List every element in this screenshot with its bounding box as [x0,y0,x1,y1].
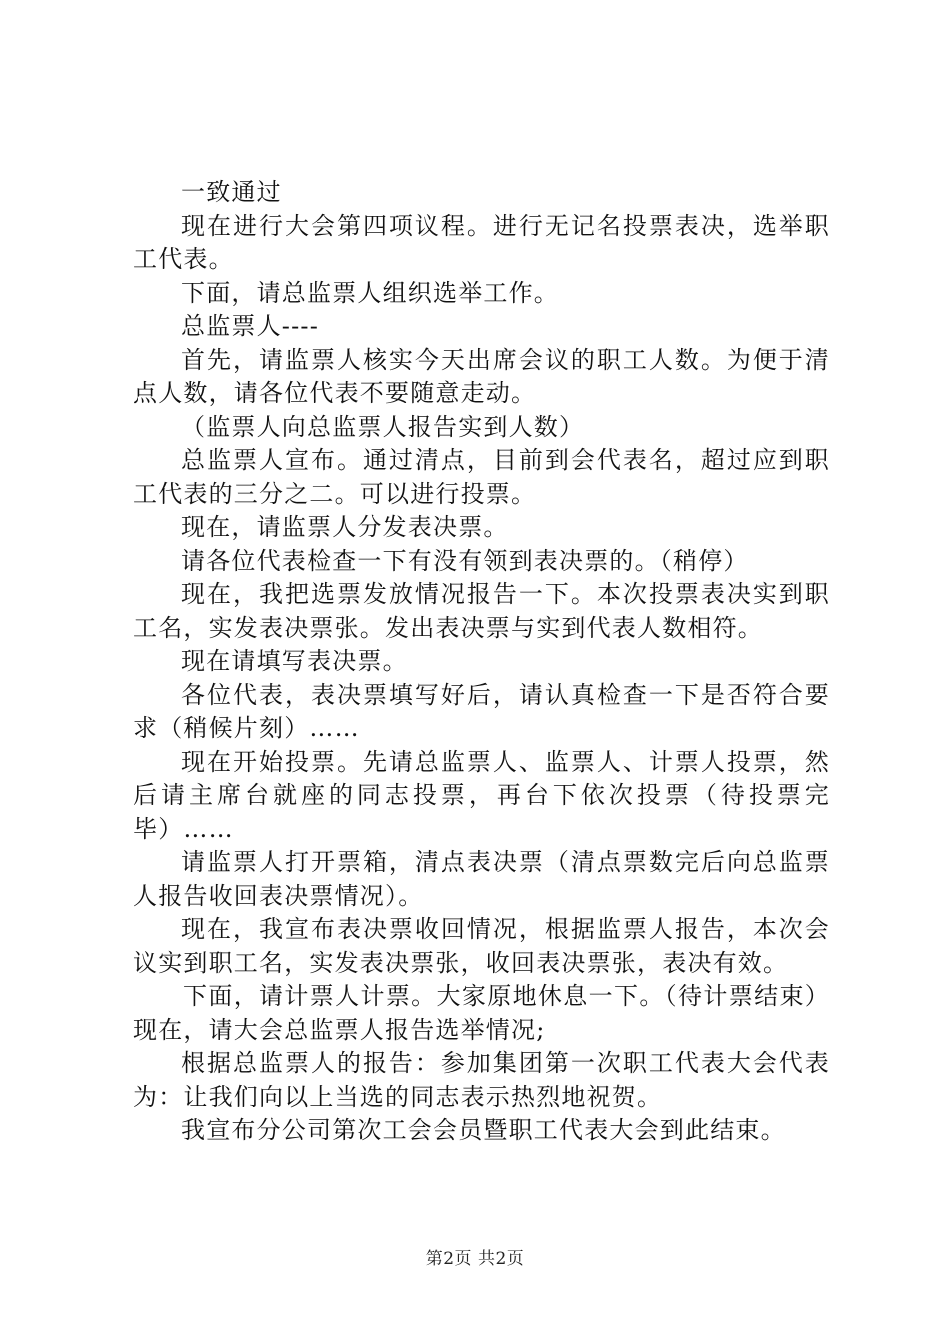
paragraph: 我宣布分公司第次工会会员暨职工代表大会到此结束。 [181,1116,786,1144]
paragraph: 各位代表，表决票填写好后，请认真检查一下是否符合要求（稍候片刻）…… [133,680,830,742]
paragraph: 下面，请计票人计票。大家原地休息一下。（待计票结束）现在，请大会总监票人报告选举情况; [133,982,830,1044]
document-body [133,176,830,1148]
paragraph: 一致通过 [181,178,282,206]
paragraph: 现在进行大会第四项议程。进行无记名投票表决，选举职工代表。 [133,211,830,273]
paragraph: 请监票人打开票箱，清点表决票（清点票数完后向总监票人报告收回表决票情况）。 [133,848,830,910]
paragraph: 现在开始投票。先请总监票人、监票人、计票人投票，然后请主席台就座的同志投票，再台下依次投票（待投票完毕）…… [133,747,830,843]
paragraph: 首先，请监票人核实今天出席会议的职工人数。为便于清点人数，请各位代表不要随意走动。 [133,345,830,407]
paragraph: 下面，请总监票人组织选举工作。 [181,278,559,307]
page-number-footer: 第2页 共2页 [425,1249,525,1269]
paragraph: （监票人向总监票人报告实到人数） [181,412,585,441]
paragraph: 总监票人---- [181,312,320,340]
paragraph: 现在请填写表决票。 [181,647,408,675]
paragraph: 总监票人宣布。通过清点，目前到会代表名，超过应到职工代表的三分之二。可以进行投票。 [133,446,830,508]
paragraph: 请各位代表检查一下有没有领到表决票的。（稍停） [181,546,749,575]
paragraph: 现在，请监票人分发表决票。 [181,513,509,541]
paragraph: 根据总监票人的报告：参加集团第一次职工代表大会代表为：让我们向以上当选的同志表示热烈地祝贺。 [133,1049,830,1111]
paragraph: 现在，我宣布表决票收回情况，根据监票人报告，本次会议实到职工名，实发表决票张，收回表决票张，表决有效。 [133,915,830,977]
paragraph: 现在，我把选票发放情况报告一下。本次投票表决实到职工名，实发表决票张。发出表决票与实到代表人数相符。 [133,580,830,642]
